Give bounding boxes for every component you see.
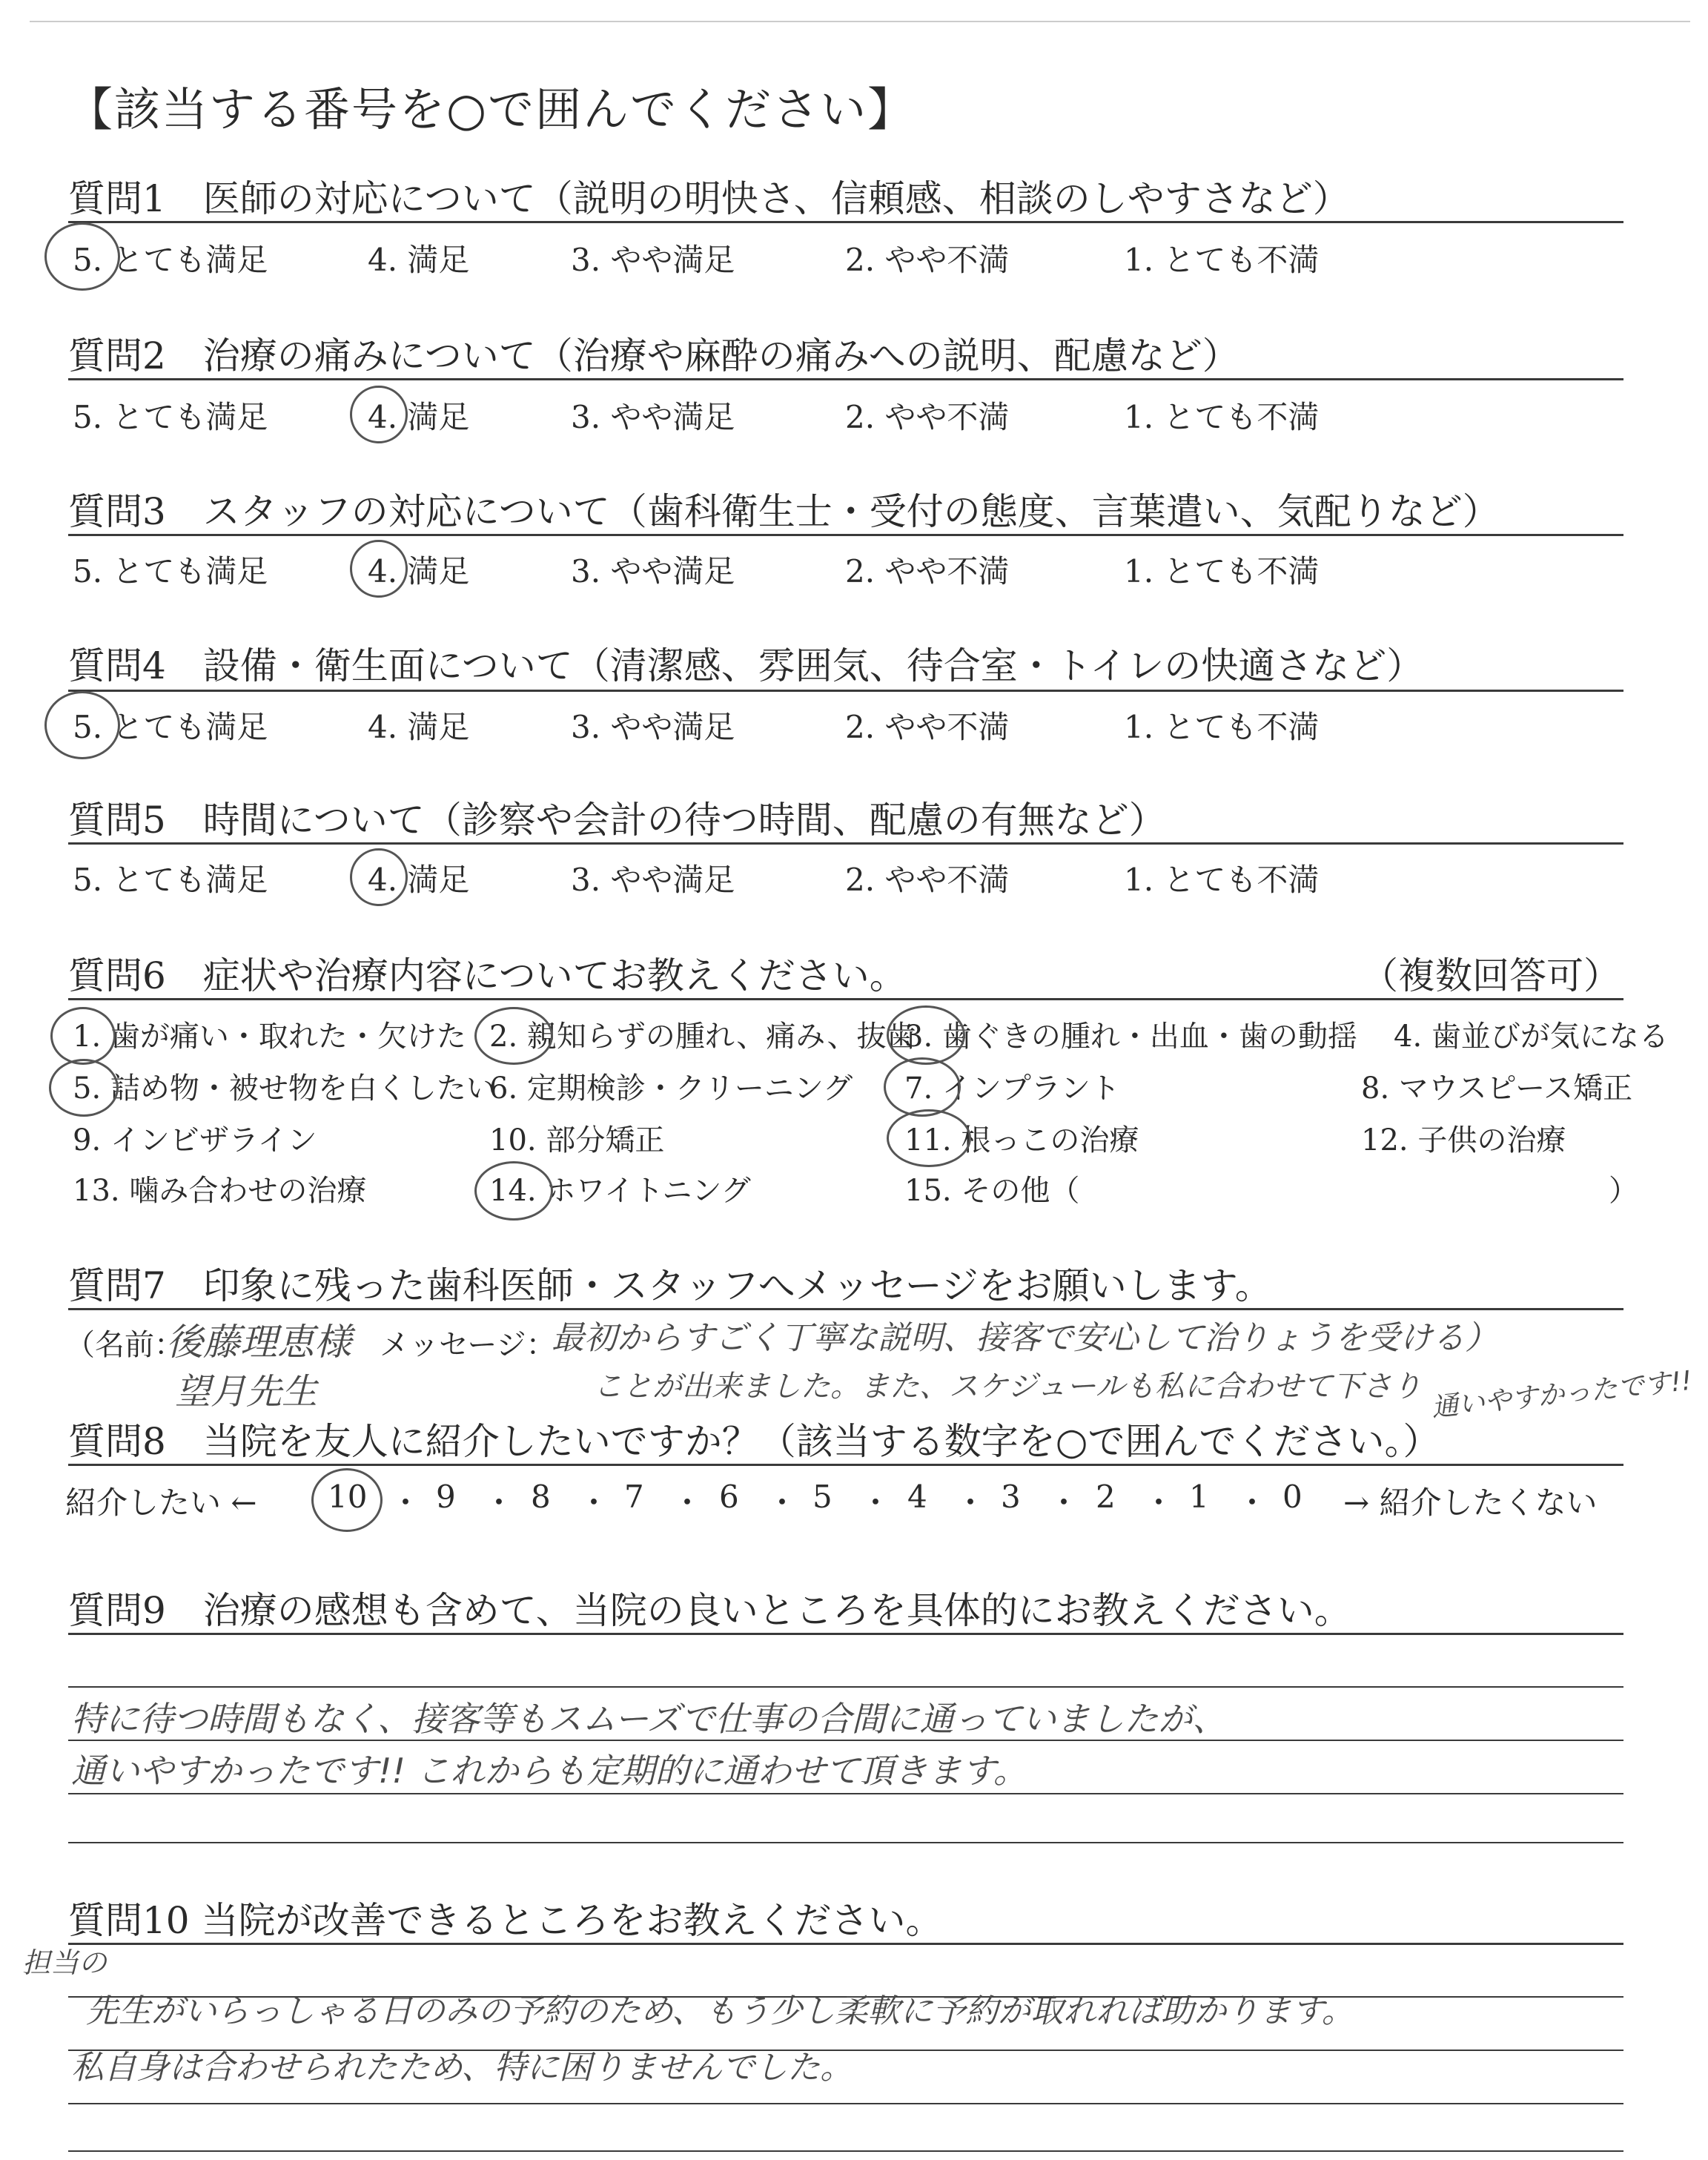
question-4-label: 質問4 設備・衛生面について（清潔感、雰囲気、待合室・トイレの快適さなど）: [68, 644, 1424, 687]
q4-answer-circle: [44, 691, 120, 759]
q8-sep: ・: [483, 1484, 515, 1521]
symptom-10[interactable]: 10. 部分矯正: [489, 1123, 665, 1157]
symptom-2[interactable]: 2. 親知らずの腫れ、痛み、抜歯: [489, 1020, 916, 1054]
q8-score-0[interactable]: 0: [1282, 1479, 1302, 1515]
q7-message-line-3: 通いやすかったです!!: [1430, 1365, 1694, 1424]
symptom-15-close-paren: ）: [1609, 1174, 1638, 1208]
q8-score-9[interactable]: 9: [436, 1479, 456, 1515]
top-border: [30, 21, 1690, 22]
q8-sep: ・: [1143, 1484, 1175, 1521]
q8-score-2[interactable]: 2: [1096, 1479, 1116, 1515]
q7-message-line-1: 最初からすごく丁寧な説明、接客で安心して治りょうを受ける）: [552, 1319, 1497, 1357]
q5-option-4[interactable]: 4. 満足: [368, 862, 470, 898]
question-6-note: （複数回答可）: [1361, 954, 1621, 997]
q6-circle-1: [50, 1007, 116, 1065]
q8-score-10[interactable]: 10: [328, 1479, 368, 1515]
symptom-9[interactable]: 9. インビザライン: [73, 1123, 317, 1157]
q6-circle-2: [474, 1007, 553, 1065]
q2-option-1[interactable]: 1. とても不満: [1124, 399, 1320, 435]
q4-option-3[interactable]: 3. やや満足: [571, 709, 735, 745]
symptom-4[interactable]: 4. 歯並びが気になる: [1394, 1020, 1669, 1054]
q1-option-5[interactable]: 5. とても満足: [73, 242, 268, 278]
question-2-rule: [68, 378, 1623, 380]
symptom-14[interactable]: 14. ホワイトニング: [489, 1174, 751, 1208]
q2-option-5[interactable]: 5. とても満足: [73, 399, 268, 435]
q4-option-5[interactable]: 5. とても満足: [73, 709, 268, 745]
symptom-15[interactable]: 15. その他（: [904, 1174, 1080, 1208]
q5-option-2[interactable]: 2. やや不満: [845, 862, 1010, 898]
question-7-label: 質問7 印象に残った歯科医師・スタッフへメッセージをお願いします。: [68, 1264, 1272, 1307]
q1-option-2[interactable]: 2. やや不満: [845, 242, 1010, 278]
q2-answer-circle: [350, 386, 408, 443]
q1-option-3[interactable]: 3. やや満足: [571, 242, 735, 278]
question-10-label: 質問10 当院が改善できるところをお教えください。: [68, 1899, 943, 1942]
question-3-label: 質問3 スタッフの対応について（歯科衛生士・受付の態度、言葉遣い、気配りなど）: [68, 490, 1500, 533]
symptom-13[interactable]: 13. 噛み合わせの治療: [73, 1174, 367, 1208]
q8-right-label: → 紹介したくない: [1343, 1484, 1598, 1521]
symptom-11[interactable]: 11. 根っこの治療: [904, 1123, 1139, 1157]
q10-answer-line-1: 先生がいらっしゃる日のみの予約のため、もう少し柔軟に予約が取れれば助かります。: [86, 1992, 1354, 2030]
q8-sep: ・: [578, 1484, 610, 1521]
q3-option-5[interactable]: 5. とても満足: [73, 553, 268, 589]
q8-score-4[interactable]: 4: [907, 1479, 927, 1515]
symptom-8[interactable]: 8. マウスピース矯正: [1361, 1071, 1633, 1106]
question-1-label: 質問1 医師の対応について（説明の明快さ、信頼感、相談のしやすさなど）: [68, 177, 1350, 220]
symptom-1[interactable]: 1. 歯が痛い・取れた・欠けた: [73, 1020, 466, 1054]
q7-name-value: 後藤理恵様: [166, 1321, 351, 1364]
symptom-3[interactable]: 3. 歯ぐきの腫れ・出血・歯の動揺: [904, 1020, 1357, 1054]
q8-score-8[interactable]: 8: [531, 1479, 551, 1515]
q1-option-4[interactable]: 4. 満足: [368, 242, 470, 278]
q8-sep: ・: [672, 1484, 704, 1521]
question-9-rule-2: [68, 1686, 1623, 1688]
q10-answer-line-2: 私自身は合わせられたため、特に困りませんでした。: [71, 2049, 853, 2087]
question-5-rule: [68, 842, 1623, 845]
q3-option-1[interactable]: 1. とても不満: [1124, 553, 1320, 589]
question-2-label: 質問2 治療の痛みについて（治療や麻酔の痛みへの説明、配慮など）: [68, 334, 1239, 377]
q4-option-4[interactable]: 4. 満足: [368, 709, 470, 745]
q8-sep: ・: [955, 1484, 987, 1521]
q4-option-1[interactable]: 1. とても不満: [1124, 709, 1320, 745]
q6-circle-11: [887, 1109, 971, 1167]
q1-answer-circle: [44, 222, 120, 291]
q8-sep: ・: [767, 1484, 798, 1521]
q5-option-3[interactable]: 3. やや満足: [571, 862, 735, 898]
question-7-rule: [68, 1308, 1623, 1310]
question-8-label: 質問8 当院を友人に紹介したいですか？（該当する数字を○で囲んでください。）: [68, 1420, 1440, 1463]
q8-answer-circle: [311, 1468, 383, 1532]
question-6-rule: [68, 998, 1623, 1000]
symptom-5[interactable]: 5. 詰め物・被せ物を白くしたい: [73, 1071, 496, 1106]
question-3-rule: [68, 534, 1623, 536]
q6-circle-14: [474, 1161, 553, 1221]
q2-option-2[interactable]: 2. やや不満: [845, 399, 1010, 435]
q3-option-3[interactable]: 3. やや満足: [571, 553, 735, 589]
q6-circle-3: [887, 1005, 965, 1065]
q5-option-1[interactable]: 1. とても不満: [1124, 862, 1320, 898]
symptom-6[interactable]: 6. 定期検診・クリーニング: [489, 1071, 853, 1106]
q8-sep: ・: [860, 1484, 892, 1521]
q8-sep: ・: [1237, 1484, 1268, 1521]
q9-answer-line-1: 特に待つ時間もなく、接客等もスムーズで仕事の合間に通っていましたが、: [71, 1699, 1227, 1739]
symptom-12[interactable]: 12. 子供の治療: [1361, 1123, 1566, 1157]
q6-circle-5: [49, 1059, 119, 1117]
q7-name-value-2: 望月先生: [175, 1371, 318, 1413]
question-9-label: 質問9 治療の感想も含めて、当院の良いところを具体的にお教えください。: [68, 1589, 1351, 1632]
q10-answer-prefix: 担当の: [22, 1946, 107, 1979]
q8-score-3[interactable]: 3: [1001, 1479, 1021, 1515]
question-9-rule-5: [68, 1842, 1623, 1843]
q8-left-label: 紹介したい ←: [65, 1484, 257, 1521]
question-8-rule: [68, 1464, 1623, 1466]
question-5-label: 質問5 時間について（診察や会計の待つ時間、配慮の有無など）: [68, 799, 1166, 842]
q3-answer-circle: [350, 540, 408, 598]
q5-answer-circle: [350, 848, 408, 906]
q1-option-1[interactable]: 1. とても不満: [1124, 242, 1320, 278]
q7-name-label: （名前：: [65, 1328, 184, 1362]
question-10-rule-1: [68, 1943, 1623, 1945]
question-4-rule: [68, 690, 1623, 692]
q5-option-5[interactable]: 5. とても満足: [73, 862, 268, 898]
q8-sep: ・: [1048, 1484, 1080, 1521]
question-10-rule-5: [68, 2150, 1623, 2152]
symptom-7[interactable]: 7. インプラント: [904, 1071, 1120, 1106]
question-9-rule-1: [68, 1633, 1623, 1635]
q2-option-4[interactable]: 4. 満足: [368, 399, 470, 435]
question-6-label: 質問6 症状や治療内容についてお教えください。: [68, 954, 907, 997]
q4-option-2[interactable]: 2. やや不満: [845, 709, 1010, 745]
question-9-rule-4: [68, 1793, 1623, 1794]
q8-sep: ・: [390, 1484, 422, 1521]
q8-score-7[interactable]: 7: [624, 1479, 644, 1515]
question-10-rule-4: [68, 2103, 1623, 2104]
q8-score-5[interactable]: 5: [812, 1479, 833, 1515]
q7-message-line-2: ことが出来ました。また、スケジュールも私に合わせて下さり: [593, 1370, 1422, 1404]
q8-score-6[interactable]: 6: [719, 1479, 739, 1515]
q3-option-2[interactable]: 2. やや不満: [845, 553, 1010, 589]
q6-circle-7: [884, 1057, 961, 1117]
q7-message-label: メッセージ：: [380, 1328, 556, 1362]
page-title: 【該当する番号を○で囲んでください】: [67, 82, 916, 136]
question-1-rule: [68, 221, 1623, 223]
q3-option-4[interactable]: 4. 満足: [368, 553, 470, 589]
q2-option-3[interactable]: 3. やや満足: [571, 399, 735, 435]
q9-answer-line-2: 通いやすかったです!! これからも定期的に通わせて頂きます。: [71, 1751, 1027, 1791]
q8-score-1[interactable]: 1: [1189, 1479, 1209, 1515]
